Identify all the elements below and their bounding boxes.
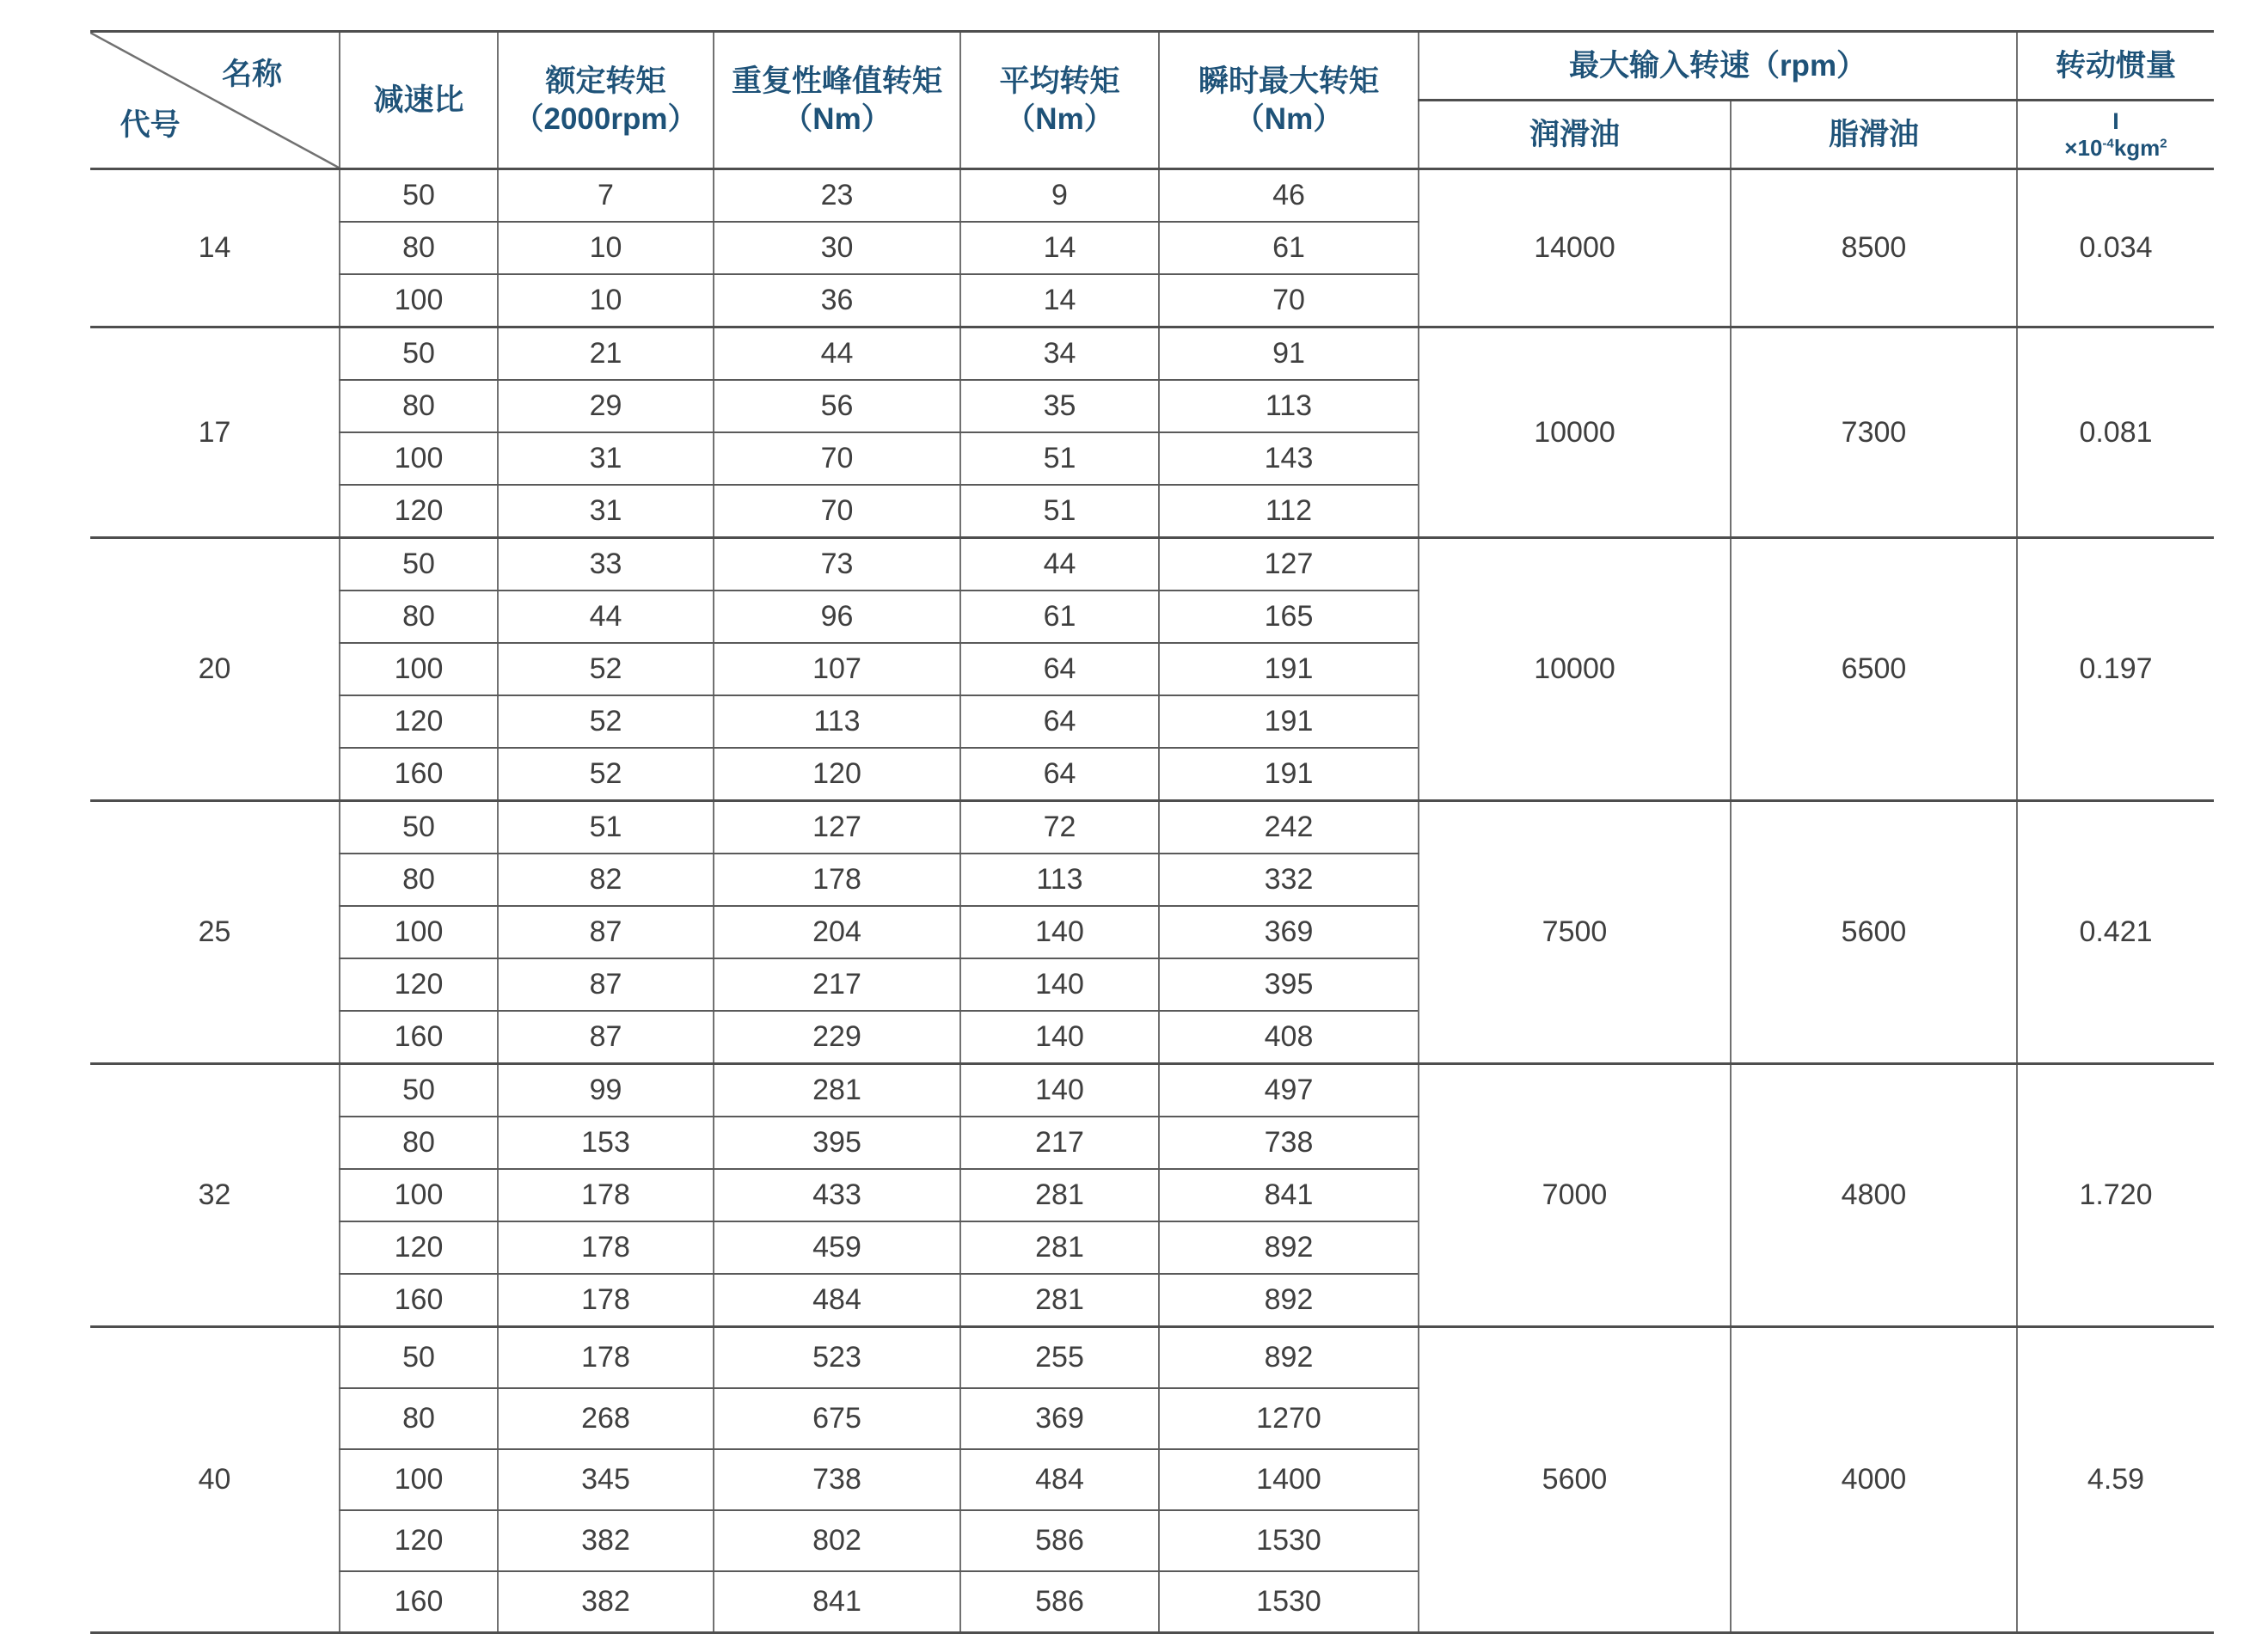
rated-torque-cell: 178 (498, 1169, 714, 1221)
header-reduction-ratio: 减速比 (340, 32, 498, 169)
peak-torque-cell: 70 (714, 432, 960, 485)
max-torque-cell: 70 (1159, 274, 1419, 327)
rated-torque-cell: 99 (498, 1064, 714, 1117)
peak-torque-cell: 107 (714, 643, 960, 695)
peak-torque-cell: 281 (714, 1064, 960, 1117)
rated-torque-cell: 382 (498, 1510, 714, 1571)
header-inertia: 转动惯量 (2017, 32, 2214, 101)
max-torque-cell: 1270 (1159, 1388, 1419, 1449)
grease-speed-cell: 4000 (1731, 1327, 2017, 1633)
peak-torque-cell: 36 (714, 274, 960, 327)
rated-torque-cell: 178 (498, 1274, 714, 1327)
grease-speed-cell: 4800 (1731, 1064, 2017, 1327)
rated-torque-cell: 10 (498, 274, 714, 327)
avg-torque-cell: 140 (960, 958, 1159, 1011)
peak-torque-cell: 120 (714, 748, 960, 801)
max-torque-cell: 369 (1159, 906, 1419, 958)
max-torque-cell: 1400 (1159, 1449, 1419, 1510)
ratio-cell: 50 (340, 1327, 498, 1389)
peak-torque-cell: 229 (714, 1011, 960, 1064)
header-rated-torque: 额定转矩 （2000rpm） (498, 32, 714, 169)
avg-torque-cell: 72 (960, 801, 1159, 854)
ratio-cell: 100 (340, 1449, 498, 1510)
oil-speed-cell: 10000 (1419, 538, 1731, 801)
inertia-cell: 1.720 (2017, 1064, 2214, 1327)
ratio-cell: 160 (340, 1571, 498, 1633)
code-cell: 14 (90, 169, 340, 327)
ratio-cell: 100 (340, 643, 498, 695)
avg-torque-cell: 281 (960, 1274, 1159, 1327)
peak-torque-cell: 127 (714, 801, 960, 854)
peak-torque-cell: 23 (714, 169, 960, 223)
ratio-cell: 100 (340, 906, 498, 958)
header-code-label: 代号 (120, 108, 181, 143)
rated-torque-cell: 52 (498, 643, 714, 695)
rated-torque-cell: 153 (498, 1117, 714, 1169)
avg-torque-cell: 586 (960, 1571, 1159, 1633)
avg-torque-cell: 217 (960, 1117, 1159, 1169)
header-inertia-unit (2017, 101, 2214, 169)
inertia-unit: $\times 10^{-4}kgm^2$ (2064, 135, 2167, 161)
code-cell: 40 (90, 1327, 340, 1633)
rated-torque-cell: 31 (498, 485, 714, 538)
avg-torque-cell: 51 (960, 432, 1159, 485)
header-peak-torque: 重复性峰值转矩 （Nm） (714, 32, 960, 169)
max-torque-cell: 892 (1159, 1274, 1419, 1327)
ratio-cell: 50 (340, 327, 498, 381)
max-torque-cell: 408 (1159, 1011, 1419, 1064)
max-torque-cell: 46 (1159, 169, 1419, 223)
peak-torque-cell: 44 (714, 327, 960, 381)
ratio-cell: 160 (340, 748, 498, 801)
oil-speed-cell: 10000 (1419, 327, 1731, 538)
max-torque-cell: 892 (1159, 1327, 1419, 1389)
peak-torque-cell: 204 (714, 906, 960, 958)
rated-torque-cell: 7 (498, 169, 714, 223)
ratio-cell: 80 (340, 222, 498, 274)
max-torque-cell: 127 (1159, 538, 1419, 591)
peak-torque-cell: 738 (714, 1449, 960, 1510)
ratio-cell: 160 (340, 1011, 498, 1064)
ratio-cell: 160 (340, 1274, 498, 1327)
oil-speed-cell: 5600 (1419, 1327, 1731, 1633)
rated-torque-cell: 10 (498, 222, 714, 274)
rated-torque-cell: 382 (498, 1571, 714, 1633)
ratio-cell: 120 (340, 695, 498, 748)
max-torque-cell: 892 (1159, 1221, 1419, 1274)
table-row (90, 1064, 2214, 1117)
table-header (90, 32, 2214, 169)
grease-speed-cell: 8500 (1731, 169, 2017, 327)
rated-torque-cell: 268 (498, 1388, 714, 1449)
rated-torque-cell: 33 (498, 538, 714, 591)
ratio-cell: 120 (340, 958, 498, 1011)
max-torque-cell: 841 (1159, 1169, 1419, 1221)
header-max-instant-torque: 瞬时最大转矩 （Nm） (1159, 32, 1419, 169)
max-torque-cell: 61 (1159, 222, 1419, 274)
avg-torque-cell: 34 (960, 327, 1159, 381)
inertia-symbol: I (2112, 108, 2119, 134)
max-torque-cell: 191 (1159, 748, 1419, 801)
table-row (90, 327, 2214, 381)
inertia-cell: 4.59 (2017, 1327, 2214, 1633)
oil-speed-cell: 14000 (1419, 169, 1731, 327)
inertia-cell: 0.034 (2017, 169, 2214, 327)
max-torque-cell: 1530 (1159, 1571, 1419, 1633)
ratio-cell: 120 (340, 485, 498, 538)
rated-torque-cell: 51 (498, 801, 714, 854)
ratio-cell: 80 (340, 1388, 498, 1449)
grease-speed-cell: 7300 (1731, 327, 2017, 538)
max-torque-cell: 1530 (1159, 1510, 1419, 1571)
ratio-cell: 120 (340, 1221, 498, 1274)
ratio-cell: 80 (340, 380, 498, 432)
table-row (90, 538, 2214, 591)
peak-torque-cell: 73 (714, 538, 960, 591)
avg-torque-cell: 369 (960, 1388, 1159, 1449)
rated-torque-cell: 52 (498, 748, 714, 801)
avg-torque-cell: 51 (960, 485, 1159, 538)
ratio-cell: 50 (340, 801, 498, 854)
table-row (90, 1327, 2214, 1389)
avg-torque-cell: 44 (960, 538, 1159, 591)
inertia-cell: 0.421 (2017, 801, 2214, 1064)
rated-torque-cell: 52 (498, 695, 714, 748)
peak-torque-cell: 459 (714, 1221, 960, 1274)
avg-torque-cell: 281 (960, 1221, 1159, 1274)
avg-torque-cell: 64 (960, 748, 1159, 801)
max-torque-cell: 332 (1159, 854, 1419, 906)
ratio-cell: 80 (340, 854, 498, 906)
table-row (90, 801, 2214, 854)
header-max-input-speed: 最大输入转速（rpm） (1419, 32, 2017, 101)
avg-torque-cell: 586 (960, 1510, 1159, 1571)
code-cell: 17 (90, 327, 340, 538)
peak-torque-cell: 433 (714, 1169, 960, 1221)
avg-torque-cell: 484 (960, 1449, 1159, 1510)
header-lubricating-oil: 润滑油 (1419, 101, 1731, 169)
ratio-cell: 80 (340, 591, 498, 643)
avg-torque-cell: 61 (960, 591, 1159, 643)
ratio-cell: 100 (340, 432, 498, 485)
peak-torque-cell: 113 (714, 695, 960, 748)
code-cell: 32 (90, 1064, 340, 1327)
inertia-cell: 0.081 (2017, 327, 2214, 538)
peak-torque-cell: 56 (714, 380, 960, 432)
peak-torque-cell: 217 (714, 958, 960, 1011)
rated-torque-cell: 178 (498, 1221, 714, 1274)
rated-torque-cell: 21 (498, 327, 714, 381)
rated-torque-cell: 178 (498, 1327, 714, 1389)
oil-speed-cell: 7500 (1419, 801, 1731, 1064)
peak-torque-cell: 523 (714, 1327, 960, 1389)
table-row (90, 169, 2214, 223)
max-torque-cell: 395 (1159, 958, 1419, 1011)
peak-torque-cell: 802 (714, 1510, 960, 1571)
max-torque-cell: 738 (1159, 1117, 1419, 1169)
avg-torque-cell: 64 (960, 695, 1159, 748)
max-torque-cell: 497 (1159, 1064, 1419, 1117)
avg-torque-cell: 140 (960, 1011, 1159, 1064)
avg-torque-cell: 14 (960, 222, 1159, 274)
inertia-cell: 0.197 (2017, 538, 2214, 801)
peak-torque-cell: 178 (714, 854, 960, 906)
code-cell: 20 (90, 538, 340, 801)
max-torque-cell: 191 (1159, 695, 1419, 748)
rated-torque-cell: 31 (498, 432, 714, 485)
avg-torque-cell: 113 (960, 854, 1159, 906)
oil-speed-cell: 7000 (1419, 1064, 1731, 1327)
avg-torque-cell: 255 (960, 1327, 1159, 1389)
avg-torque-cell: 14 (960, 274, 1159, 327)
avg-torque-cell: 140 (960, 906, 1159, 958)
peak-torque-cell: 70 (714, 485, 960, 538)
max-torque-cell: 165 (1159, 591, 1419, 643)
header-grease: 脂滑油 (1731, 101, 2017, 169)
rated-torque-cell: 29 (498, 380, 714, 432)
table-body (90, 169, 2214, 1633)
ratio-cell: 120 (340, 1510, 498, 1571)
max-torque-cell: 113 (1159, 380, 1419, 432)
avg-torque-cell: 35 (960, 380, 1159, 432)
header-average-torque: 平均转矩 （Nm） (960, 32, 1159, 169)
ratio-cell: 100 (340, 1169, 498, 1221)
grease-speed-cell: 5600 (1731, 801, 2017, 1064)
max-torque-cell: 91 (1159, 327, 1419, 381)
avg-torque-cell: 140 (960, 1064, 1159, 1117)
rated-torque-cell: 87 (498, 958, 714, 1011)
peak-torque-cell: 675 (714, 1388, 960, 1449)
ratio-cell: 50 (340, 538, 498, 591)
rated-torque-cell: 82 (498, 854, 714, 906)
rated-torque-cell: 44 (498, 591, 714, 643)
peak-torque-cell: 484 (714, 1274, 960, 1327)
code-cell: 25 (90, 801, 340, 1064)
rated-torque-cell: 87 (498, 906, 714, 958)
max-torque-cell: 112 (1159, 485, 1419, 538)
peak-torque-cell: 30 (714, 222, 960, 274)
ratio-cell: 50 (340, 169, 498, 223)
ratio-cell: 100 (340, 274, 498, 327)
reducer-spec-table (90, 30, 2214, 1634)
grease-speed-cell: 6500 (1731, 538, 2017, 801)
spec-table-sheet (90, 30, 2214, 1634)
max-torque-cell: 242 (1159, 801, 1419, 854)
peak-torque-cell: 96 (714, 591, 960, 643)
header-name-label: 名称 (222, 57, 283, 91)
peak-torque-cell: 395 (714, 1117, 960, 1169)
max-torque-cell: 191 (1159, 643, 1419, 695)
max-torque-cell: 143 (1159, 432, 1419, 485)
diagonal-line (90, 33, 339, 168)
diagonal-header-cell (90, 32, 340, 169)
avg-torque-cell: 9 (960, 169, 1159, 223)
rated-torque-cell: 345 (498, 1449, 714, 1510)
peak-torque-cell: 841 (714, 1571, 960, 1633)
rated-torque-cell: 87 (498, 1011, 714, 1064)
avg-torque-cell: 281 (960, 1169, 1159, 1221)
avg-torque-cell: 64 (960, 643, 1159, 695)
ratio-cell: 50 (340, 1064, 498, 1117)
ratio-cell: 80 (340, 1117, 498, 1169)
